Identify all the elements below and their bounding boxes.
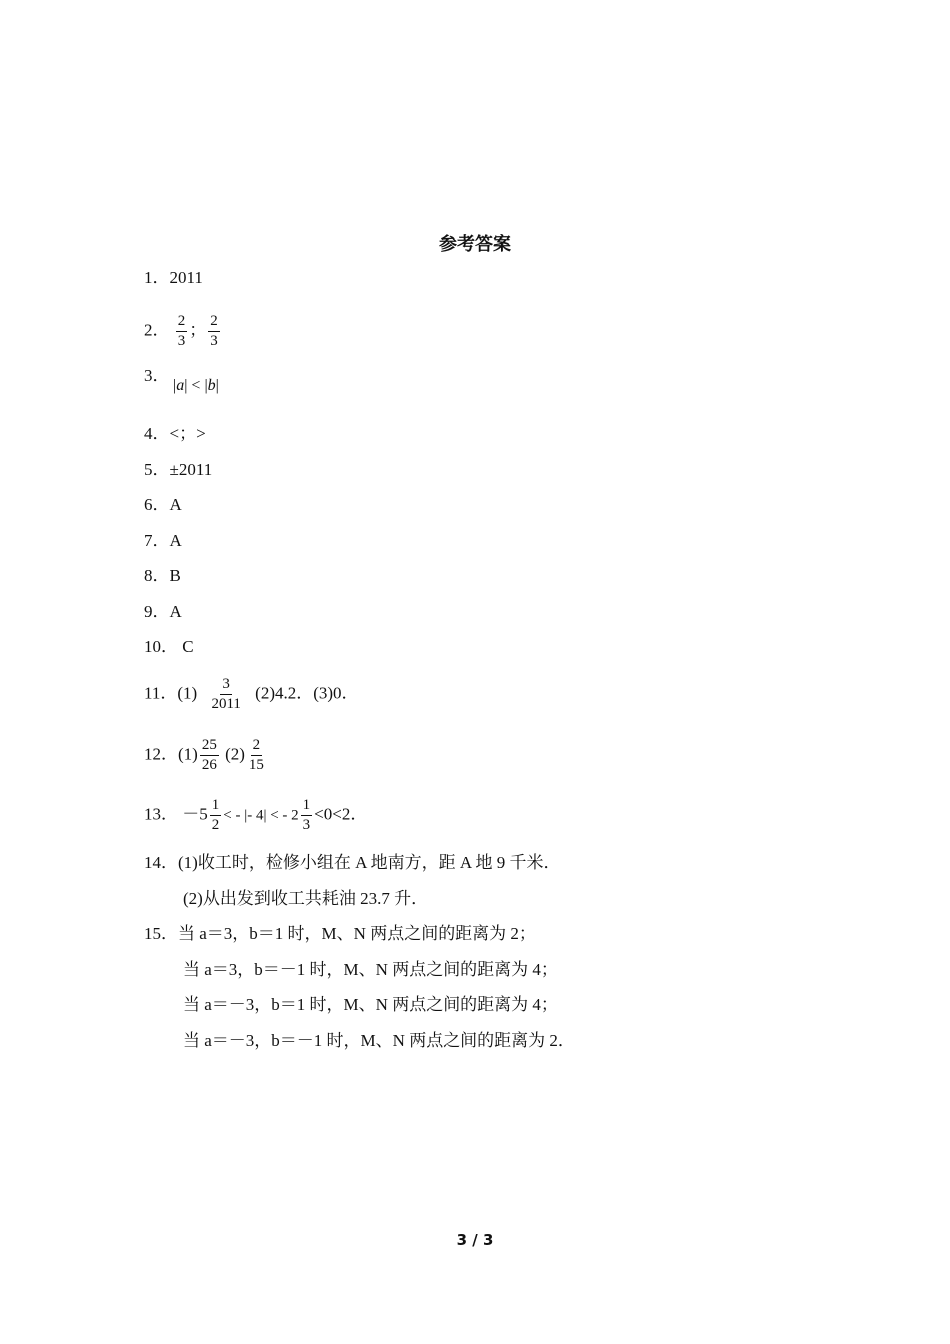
fraction [301,797,313,834]
answer-text: A [169,602,182,621]
answer-number: 4． [144,424,170,443]
answer-number: 2． [144,320,170,340]
answer-number: 8． [144,566,170,585]
variable-b: b [207,377,216,394]
part-label: (1) [177,683,198,703]
denominator: 26 [201,757,217,773]
less-than: < [187,377,205,394]
answer-6 [144,494,182,516]
abs-bar: | [204,377,208,394]
answer-number: 12． [144,744,178,764]
answer-text: 当 a＝3，b＝－1 时，M、N 两点之间的距离为 4； [183,960,558,979]
page-title: 参考答案 [439,234,511,255]
answer-15 [144,923,536,945]
answer-text: A [169,495,182,514]
answer-13 [144,797,367,834]
answer-8 [144,565,181,587]
answer-text: (2)从出发到收工共耗油 23.7 升． [183,889,429,908]
answer-text: <；> [169,424,206,443]
answer-text: 当 a＝3，b＝1 时，M、N 两点之间的距离为 2； [178,924,536,943]
part-label: (2) [225,744,245,764]
answer-number: 5． [144,460,170,479]
answer-number: 13． [144,804,178,824]
answer-number: 10． [144,637,178,656]
expression-start: －5 [182,804,208,824]
answer-number: 6． [144,495,170,514]
answer-15-line-3 [183,994,558,1016]
expression-end: <0<2． [314,804,368,824]
answer-12 [144,737,268,774]
part-label: (1) [178,744,198,764]
answer-number: 14． [144,853,178,872]
answer-number: 9． [144,602,170,621]
answer-2 [144,313,222,350]
answer-text: (2)4.2．(3)0． [255,683,359,703]
fraction [176,313,188,350]
expression-middle: < - |- 4| < - 2 [223,807,299,824]
answer-text: 当 a＝－3，b＝－1 时，M、N 两点之间的距离为 2． [183,1031,575,1050]
numerator: 1 [210,797,222,816]
answer-14 [144,852,561,874]
fraction [200,737,219,774]
answer-7 [144,530,182,552]
answer-number: 1． [144,268,170,287]
abs-bar: | [173,377,177,394]
answer-9 [144,601,182,623]
page-number: 3 / 3 [456,1231,494,1249]
denominator: 3 [302,817,311,833]
numerator: 2 [251,737,263,756]
denominator: 2 [211,817,220,833]
answer-10 [144,636,194,658]
answer-number: 7． [144,531,170,550]
answer-15-line-4 [183,1030,575,1052]
separator: ； [189,320,207,340]
numerator: 2 [208,313,220,332]
answer-text: ±2011 [169,460,213,479]
answer-1 [144,267,203,289]
denominator: 2011 [211,696,241,712]
abs-inequality [173,375,219,397]
answer-text: 2011 [169,268,203,287]
denominator: 15 [248,757,264,773]
answer-text: A [169,531,182,550]
abs-bar: | [184,377,188,394]
answer-text: B [169,566,181,585]
answer-number: 11． [144,683,178,703]
answer-4 [144,423,206,445]
answer-11 [144,676,359,713]
answer-text: (1)收工时，检修小组在 A 地南方，距 A 地 9 千米． [178,853,561,872]
answer-text: C [182,637,194,656]
fraction [208,313,220,350]
numerator: 3 [220,676,232,695]
answer-number: 3． [144,366,170,385]
answer-text: 当 a＝－3，b＝1 时，M、N 两点之间的距离为 4； [183,995,558,1014]
answer-15-line-2 [183,959,558,981]
numerator: 25 [200,737,219,756]
numerator: 2 [176,313,188,332]
answer-number: 15． [144,924,178,943]
denominator: 3 [210,333,218,349]
fraction [210,797,222,834]
answer-3 [144,365,170,387]
numerator: 1 [301,797,313,816]
answer-5 [144,459,212,481]
fraction [247,737,266,774]
denominator: 3 [177,333,186,349]
answer-14-line-2 [183,888,428,910]
variable-a: a [176,377,185,394]
abs-bar: | [215,377,219,394]
fraction [209,676,242,713]
